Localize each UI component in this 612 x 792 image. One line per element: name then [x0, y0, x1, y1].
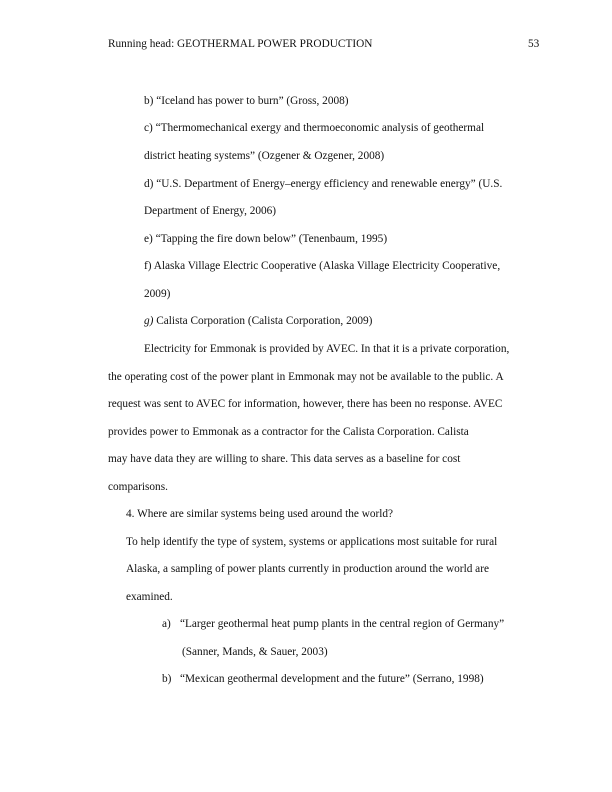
- list-item-d-line2: Department of Energy, 2006): [144, 205, 277, 217]
- list-item-g: [144, 314, 372, 328]
- list-marker-g: g): [144, 315, 154, 327]
- question-heading: 4. Where are similar systems being used around the world?: [126, 508, 394, 520]
- paragraph-line-3: request was sent to AVEC for information, however, there has been no response. AVEC: [108, 398, 503, 410]
- list2-item-a-line2: (Sanner, Mands, & Sauer, 2003): [182, 646, 328, 658]
- list-item-e: e) “Tapping the fire down below” (Tenenbaum, 1995): [144, 233, 388, 245]
- paragraph-line-6: comparisons.: [108, 481, 168, 493]
- question-paragraph-line-1: To help identify the type of system, systems or applications most suitable for rural: [126, 536, 498, 548]
- list-item-d-line1: d) “U.S. Department of Energy–energy efficiency and renewable energy” (U.S.: [144, 178, 503, 190]
- question-paragraph-line-2: Alaska, a sampling of power plants currently in production around the world are: [126, 563, 489, 575]
- page-number: 53: [528, 38, 540, 50]
- list2-marker-a: a): [162, 618, 171, 630]
- paragraph-line-4: provides power to Emmonak as a contractor for the Calista Corporation. Calista: [108, 426, 469, 438]
- list2-item-b-line1: “Mexican geothermal development and the future” (Serrano, 1998): [180, 673, 484, 685]
- list-item-f-line2: 2009): [144, 288, 171, 300]
- list-item-f-line1: f) Alaska Village Electric Cooperative (Alaska Village Electricity Cooperative,: [144, 260, 501, 272]
- list-item-c-line1: c) “Thermomechanical exergy and thermoeconomic analysis of geothermal: [144, 122, 485, 134]
- list-item-g-text: Calista Corporation (Calista Corporation, 2009): [153, 315, 373, 327]
- question-paragraph-line-3: examined.: [126, 591, 173, 603]
- paragraph-line-1: Electricity for Emmonak is provided by AVEC. In that it is a private corporation,: [144, 343, 510, 355]
- paragraph-line-5: may have data they are willing to share. This data serves as a baseline for cost: [108, 453, 461, 465]
- list-item-c-line2: district heating systems” (Ozgener & Ozgener, 2008): [144, 150, 385, 162]
- list2-marker-b: b): [162, 673, 172, 685]
- list2-item-a-line1: “Larger geothermal heat pump plants in the central region of Germany”: [180, 618, 505, 630]
- list-item-b: b) “Iceland has power to burn” (Gross, 2008): [144, 95, 349, 107]
- running-head: Running head: GEOTHERMAL POWER PRODUCTION: [108, 38, 373, 50]
- paragraph-line-2: the operating cost of the power plant in Emmonak may not be available to the public. A: [108, 371, 504, 383]
